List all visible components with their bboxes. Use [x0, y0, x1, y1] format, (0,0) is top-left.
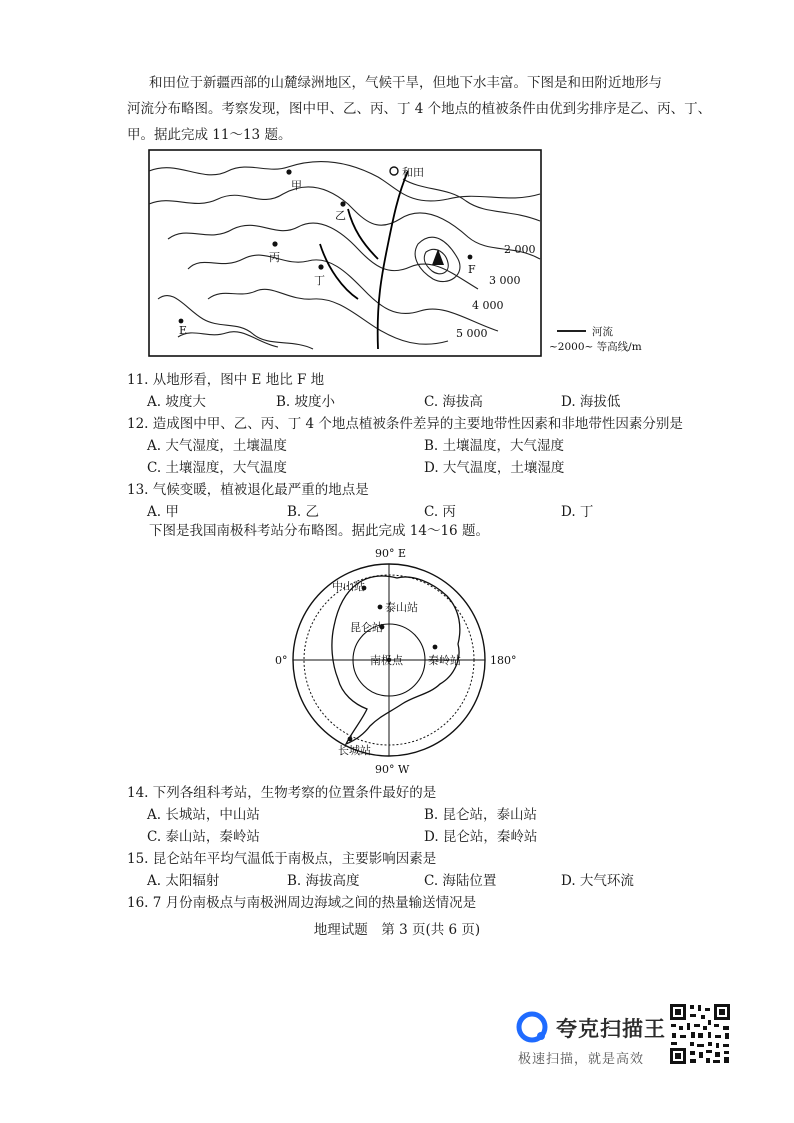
- q15-option-d: D. 大气环流: [561, 873, 634, 889]
- rivers: [320, 171, 408, 349]
- hetian-marker: [390, 167, 398, 175]
- intro2-text: 下图是我国南极科考站分布略图。据此完成 14～16 题。: [149, 523, 489, 539]
- q16-stem: 16. 7 月份南极点与南极洲周边海域之间的热量输送情况是: [127, 895, 477, 911]
- q14-option-b: B. 昆仑站，泰山站: [424, 807, 538, 823]
- legend-river-label: 河流: [592, 326, 613, 338]
- q11-option-a: A. 坡度大: [147, 394, 206, 410]
- q11-option-d: D. 海拔低: [561, 394, 621, 410]
- q12-option-a: A. 大气湿度，土壤温度: [147, 438, 287, 454]
- label-south-pole: 南极点: [370, 654, 403, 667]
- terrain-river-map: [148, 149, 648, 361]
- label-90e: 90° E: [375, 547, 407, 560]
- legend-contour-label: ~2000~ 等高线/m: [549, 341, 642, 353]
- q13-option-a: A. 甲: [147, 504, 179, 520]
- label-e: E: [179, 324, 188, 337]
- point-ding: [318, 264, 323, 269]
- intro-line-3: 甲。据此完成 11～13 题。: [127, 127, 292, 143]
- label-hetian: 和田: [402, 166, 424, 179]
- q15-option-b: B. 海拔高度: [287, 873, 360, 889]
- label-jia: 甲: [291, 179, 302, 192]
- point-f: [468, 255, 473, 260]
- point-yi: [340, 201, 345, 206]
- point-bing: [272, 241, 277, 246]
- label-90w: 90° W: [375, 763, 410, 776]
- q15-option-c: C. 海陆位置: [424, 873, 497, 889]
- summit-icon: [432, 249, 444, 265]
- q13-option-b: B. 乙: [287, 504, 320, 520]
- label-taishan: 泰山站: [385, 601, 418, 614]
- q12-option-b: B. 土壤温度，大气湿度: [424, 438, 565, 454]
- q15-option-a: A. 太阳辐射: [147, 873, 220, 889]
- brand-name: 夸克扫描王: [556, 1017, 666, 1041]
- point-jia: [286, 169, 291, 174]
- q11-option-c: C. 海拔高: [424, 394, 483, 410]
- q13-option-c: C. 丙: [424, 504, 456, 520]
- q14-option-c: C. 泰山站，秦岭站: [147, 829, 260, 845]
- station-qinling: [433, 645, 438, 650]
- label-ding: 丁: [314, 274, 325, 287]
- label-180deg: 180°: [490, 654, 516, 667]
- q11-option-b: B. 坡度小: [276, 394, 336, 410]
- station-taishan: [378, 605, 383, 610]
- q12-stem: 12. 造成图中甲、乙、丙、丁 4 个地点植被条件差异的主要地带性因素和非地带性因素分别是: [127, 416, 683, 432]
- q13-stem: 13. 气候变暖，植被退化最严重的地点是: [127, 482, 369, 498]
- quark-scanner-logo-icon: [515, 1010, 551, 1044]
- label-bing: 丙: [269, 251, 280, 264]
- q12-option-c: C. 土壤湿度，大气温度: [147, 460, 287, 476]
- q11-stem: 11. 从地形看，图中 E 地比 F 地: [127, 372, 325, 388]
- contour-label-2000: 2 000: [504, 243, 536, 256]
- station-changcheng: [348, 737, 353, 742]
- q12-option-d: D. 大气温度，土壤湿度: [424, 460, 565, 476]
- intro-line-1: 和田位于新疆西部的山麓绿洲地区，气候干旱，但地下水丰富。下图是和田附近地形与: [149, 75, 662, 91]
- contour-label-3000: 3 000: [489, 274, 521, 287]
- q15-stem: 15. 昆仑站年平均气温低于南极点，主要影响因素是: [127, 851, 437, 867]
- contour-label-5000: 5 000: [456, 327, 488, 340]
- label-kunlun: 昆仑站: [350, 621, 383, 634]
- label-yi: 乙: [335, 209, 346, 222]
- q14-stem: 14. 下列各组科考站，生物考察的位置条件最好的是: [127, 785, 437, 801]
- label-changcheng: 长城站: [338, 744, 371, 757]
- label-0deg: 0°: [275, 654, 288, 667]
- intro-line-2: 河流分布略图。考察发现，图中甲、乙、丙、丁 4 个地点的植被条件由优到劣排序是乙、丙、丁、: [127, 101, 712, 117]
- label-zhongshan: 中山站: [332, 580, 365, 593]
- page-footer: 地理试题 第 3 页(共 6 页): [313, 922, 481, 938]
- q13-option-d: D. 丁: [561, 504, 594, 520]
- contour-label-4000: 4 000: [472, 299, 504, 312]
- qr-code-icon: [668, 1002, 732, 1066]
- q14-option-d: D. 昆仑站，秦岭站: [424, 829, 538, 845]
- label-f: F: [468, 263, 476, 276]
- label-qinling: 秦岭站: [428, 654, 461, 667]
- antarctica-stations-map: [272, 544, 516, 776]
- q14-option-a: A. 长城站，中山站: [147, 807, 260, 823]
- brand-slogan: 极速扫描，就是高效: [518, 1052, 645, 1067]
- point-e: [179, 319, 184, 324]
